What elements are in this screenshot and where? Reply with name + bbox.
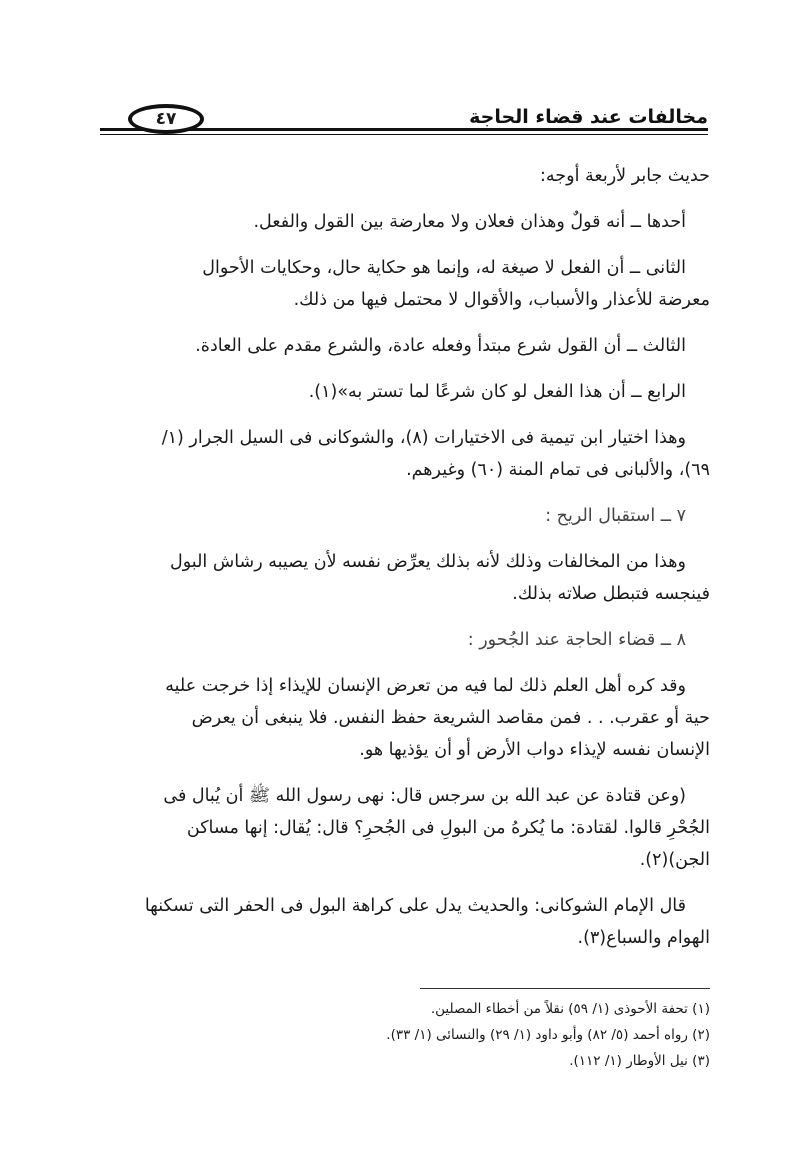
footnotes: [98, 996, 710, 1074]
footnote: (٣) نيل الأوطار (١/ ١١٢).: [569, 1053, 710, 1069]
page-header: [100, 100, 708, 142]
body-line: الثانى ــ أن الفعل لا صيغة له، وإنما هو حكاية حال، وحكايات الأحوال: [202, 258, 686, 278]
body-line: وقد كره أهل العلم ذلك لما فيه من تعرض الإنسان للإيذاء إذا خرجت عليه: [165, 676, 686, 696]
footnote: (١) تحفة الأحوذى (١/ ٥٩) نقلاً من أخطاء المصلين.: [430, 1001, 710, 1017]
footnote-separator: [420, 988, 710, 989]
body-line: معرضة للأعذار والأسباب، والأقوال لا محتمل فيها من ذلك.: [293, 290, 710, 310]
body-line: قال الإمام الشوكانى: والحديث يدل على كراهة البول فى الحفر التى تسكنها: [144, 896, 686, 916]
body-line: الإنسان نفسه لإيذاء دواب الأرض أو أن يؤذيها هو.: [359, 740, 710, 760]
body-line: الجُحْرِ قالوا. لقتادة: ما يُكرهُ من البولِ فى الجُحرِ؟ قال: يُقال: إنها مساكن: [186, 818, 710, 838]
body-line: فينجسه فتبطل صلاته بذلك.: [512, 584, 710, 604]
page-body: [98, 160, 710, 954]
running-title: مخالفات عند قضاء الحاجة: [469, 106, 708, 128]
body-line: حديث جابر لأربعة أوجه:: [540, 166, 710, 186]
body-line: ٦٩)، والألبانى فى تمام المنة (٦٠) وغيرهم.: [406, 460, 710, 480]
body-line: وهذا اختيار ابن تيمية فى الاختيارات (٨)، والشوكانى فى السيل الجرار (١/: [161, 428, 686, 448]
page-number: ٤٧: [128, 104, 204, 134]
body-line: (وعن قتادة عن عبد الله بن سرجس قال: نهى رسول الله ﷺ أن يُبال فى: [163, 786, 686, 806]
body-line: وهذا من المخالفات وذلك لأنه بذلك يعرِّض نفسه لأن يصيبه رشاش البول: [170, 552, 686, 572]
body-line: أحدها ــ أنه قولٌ وهذان فعلان ولا معارضة بين القول والفعل.: [253, 212, 686, 232]
body-line: حية أو عقرب. . . فمن مقاصد الشريعة حفظ النفس. فلا ينبغى أن يعرض: [191, 708, 710, 728]
section-heading: ٧ ــ استقبال الريح :: [545, 506, 686, 526]
body-line: الجن)(٢).: [639, 850, 710, 870]
body-line: الرابع ــ أن هذا الفعل لو كان شرعًا لما تستر به»(١).: [308, 382, 686, 402]
body-line: الثالث ــ أن القول شرع مبتدأ وفعله عادة، والشرع مقدم على العادة.: [195, 336, 686, 356]
section-heading: ٨ ــ قضاء الحاجة عند الجُحور :: [467, 630, 686, 650]
footnote: (٢) رواه أحمد (٥/ ٨٢) وأبو داود (١/ ٢٩) والنسائى (١/ ٣٣).: [386, 1027, 710, 1043]
header-rule-thin: [100, 134, 708, 135]
body-line: الهوام والسباع(٣).: [577, 928, 710, 948]
